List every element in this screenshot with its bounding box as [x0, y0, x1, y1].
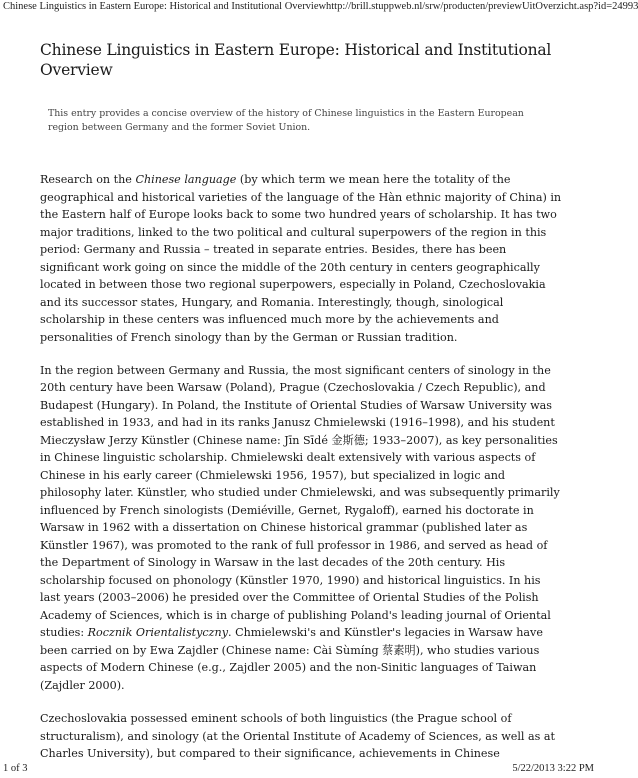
paragraph-2: In the region between Germany and Russia, the most significant centers of sinology in the 20th century have been Warsaw (Poland), Prague (Czechoslovakia / Czech Republic), and Budapest (Hungary). In Poland, the Institute of Oriental Studies of Warsaw University was established in 1933, and had in its ranks Janusz Chmielewski (1916–1998), and his student Mieczysław Jerzy Künstler (Chinese name: Jīn Sīdé 金斯德; 1933–2007), as key personalities in Chinese linguistic scholarship. Chmielewski dealt extensively with various aspects of Chinese in his early career (Chmielewski 1956, 1957), but specialized in logic and philosophy later. Künstler, who studied under Chmielewski, and was subsequently primarily influenced by French sinologists (Demiéville, Gernet, Rygaloff), earned his doctorate in Warsaw in 1962 with a dissertation on Chinese historical grammar (published later as Künstler 1967), was promoted to the rank of full professor in 1986, and served as head of the Department of Sinology in Warsaw in the last decades of the 20th century. His scholarship focused on phonology (Künstler 1970, 1990) and historical linguistics. In his last years (2003–2006) he presided over the Committee of Oriental Studies of the Polish Academy of Sciences, which is in charge of publishing Poland's leading journal of Oriental studies: Rocznik Orientalistyczny. Chmielewski's and Künstler's legacies in Warsaw have been carried on by Ewa Zajdler (Chinese name: Cài Sùmíng 蔡素明), who studies various aspects of Modern Chinese (e.g., Zajdler 2005) and the non-Sinitic languages of Taiwan (Zajdler 2000). — [40, 363, 560, 692]
print-footer — [0, 762, 600, 776]
article-abstract: This entry provides a concise overview of the history of Chinese linguistics in the Eastern European region between Germany and the former Soviet Union. — [48, 108, 524, 133]
print-header-url: http://brill.stuppweb.nl/srw/producten/previewUitOverzicht.asp?id=24993 — [326, 1, 638, 12]
print-header-title: Chinese Linguistics in Eastern Europe: Historical and Institutional Overview — [3, 1, 327, 12]
paragraph-1: Research on the Chinese language (by which term we mean here the totality of the geographical and historical varieties of the language of the Hàn ethnic majority of China) in the Eastern half of Europe looks back to some two hundred years of scholarship. It has two major traditions, linked to the two political and cultural superpowers of the region in this period: Germany and Russia – treated in separate entries. Besides, there has been significant work going on since the middle of the 20th century in centers geographically located in between those two regional superpowers, especially in Poland, Czechoslovakia and its successor states, Hungary, and Romania. Interestingly, though, sinological scholarship in these centers was influenced much more by the achievements and personalities of French sinology than by the German or Russian tradition. — [40, 173, 562, 344]
journal-name: Rocznik Orientalistyczny — [87, 626, 229, 639]
print-header — [0, 0, 638, 14]
term-chinese-language: Chinese language — [135, 173, 237, 186]
article-title: Chinese Linguistics in Eastern Europe: Historical and Institutional Overview — [40, 41, 552, 79]
article-body — [40, 171, 562, 778]
print-datetime: 5/22/2013 3:22 PM — [512, 763, 594, 774]
paragraph-3: Czechoslovakia possessed eminent schools of both linguistics (the Prague school of structuralism), and sinology (at the Oriental Institute of Academy of Sciences, as well as at Charles University), but compared to their significance, achievements in Chinese — [40, 712, 556, 760]
page-number: 1 of 3 — [3, 763, 28, 774]
